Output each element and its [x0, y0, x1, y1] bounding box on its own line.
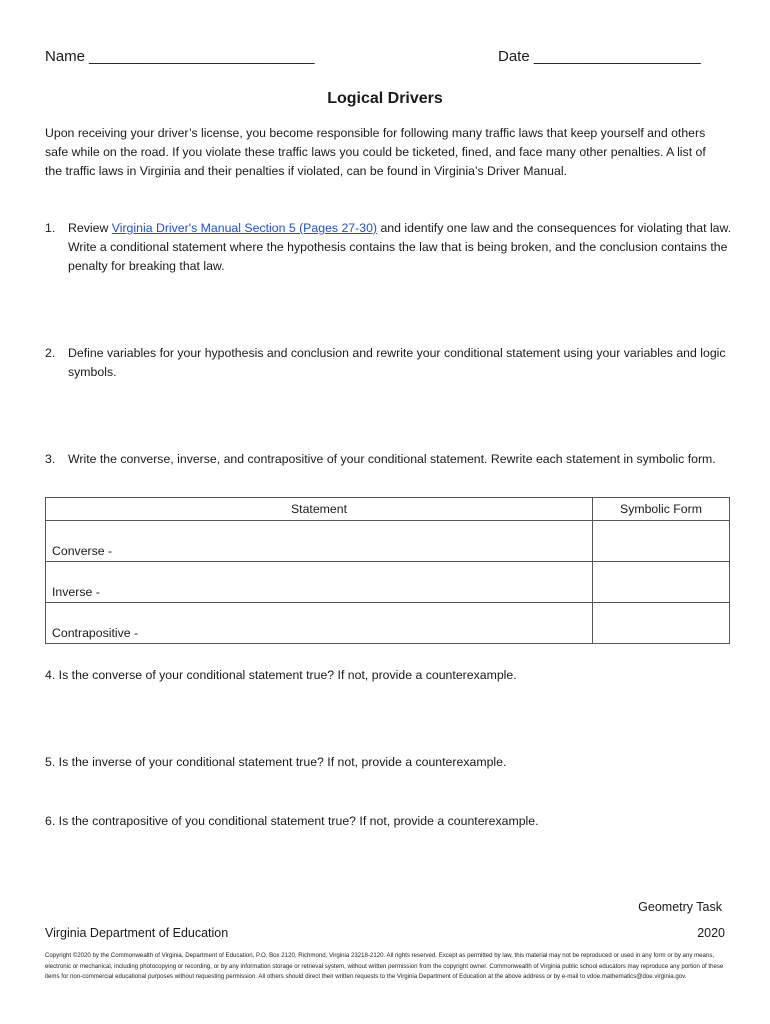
date-field-label: Date ____________________ [498, 48, 701, 65]
question-6 [45, 812, 735, 831]
task-label: Geometry Task [638, 900, 722, 914]
copyright-notice: Copyright ©2020 by the Commonwealth of Virginia, Department of Education, P.O. Box 2120, Richmond, Virginia 23218-2120. All rights reserved. Except as permitted by law, this material may not be reproduced or used in any form or by any means, electronic or mechanical, including photocopying or recording, or by any information storage or retrieval system, without written permission from the copyright owner. Commonwealth of Virginia public school educators may reproduce any portion of these items for non-commercial educational purposes without requesting permission. All others should direct their written requests to the Virginia Department of Education at the above address or by e-mail to vdoe.mathematics@doe.virginia.gov. [45, 952, 724, 980]
question-4 [45, 666, 735, 685]
question-2-number: 2. [45, 346, 56, 360]
converse-cell[interactable]: Converse - [46, 521, 593, 562]
org-name: Virginia Department of Education [45, 926, 229, 940]
symbolic-form-header: Symbolic Form [593, 498, 730, 521]
question-3-number: 3. [45, 452, 56, 466]
drivers-manual-link[interactable]: Virginia Driver's Manual Section 5 (Pages 27-30) [111, 221, 378, 235]
inverse-cell[interactable]: Inverse - [46, 562, 593, 603]
question-3-text: Write the converse, inverse, and contrapositive of your conditional statement. Rewrite each statement in symbolic form. [68, 452, 716, 466]
page-title: Logical Drivers [327, 90, 443, 107]
table-header-row [46, 498, 730, 521]
contrapositive-symbolic-cell[interactable] [593, 603, 730, 644]
name-field-label: Name ___________________________ [45, 48, 315, 65]
question-1 [45, 219, 735, 276]
converse-symbolic-cell[interactable] [593, 521, 730, 562]
table-row [46, 562, 730, 603]
year-label: 2020 [697, 926, 725, 940]
question-3 [45, 450, 735, 469]
contrapositive-cell[interactable]: Contrapositive - [46, 603, 593, 644]
question-5-text: 5. Is the inverse of your conditional statement true? If not, provide a counterexample. [45, 755, 507, 769]
table-row [46, 521, 730, 562]
question-1-number: 1. [45, 221, 56, 235]
question-2-text: Define variables for your hypothesis and conclusion and rewrite your conditional statement using your variables and logic symbols. [68, 346, 726, 379]
question-2 [45, 344, 735, 382]
question-1-text-end: and identify one law and the consequences for violating that law. Write a conditional statement where the hypothesis contains the law that is being broken, and the conclusion contains the penalty for breaking that law. [68, 221, 732, 273]
statement-table [45, 497, 730, 644]
intro-paragraph: Upon receiving your driver’s license, you become responsible for following many traffic laws that keep yourself and others safe while on the road. If you violate these traffic laws you could be ticketed, fined, and face many other penalties. A list of the traffic laws in Virginia and their penalties if violated, can be found in Virginia’s Driver Manual. [45, 126, 706, 178]
question-5 [45, 753, 735, 772]
question-6-text: 6. Is the contrapositive of you conditional statement true? If not, provide a counterexample. [45, 814, 539, 828]
statement-header: Statement [46, 498, 593, 521]
question-1-text-start: Review [68, 221, 112, 235]
table-row [46, 603, 730, 644]
question-4-text: 4. Is the converse of your conditional statement true? If not, provide a counterexample. [45, 668, 517, 682]
inverse-symbolic-cell[interactable] [593, 562, 730, 603]
